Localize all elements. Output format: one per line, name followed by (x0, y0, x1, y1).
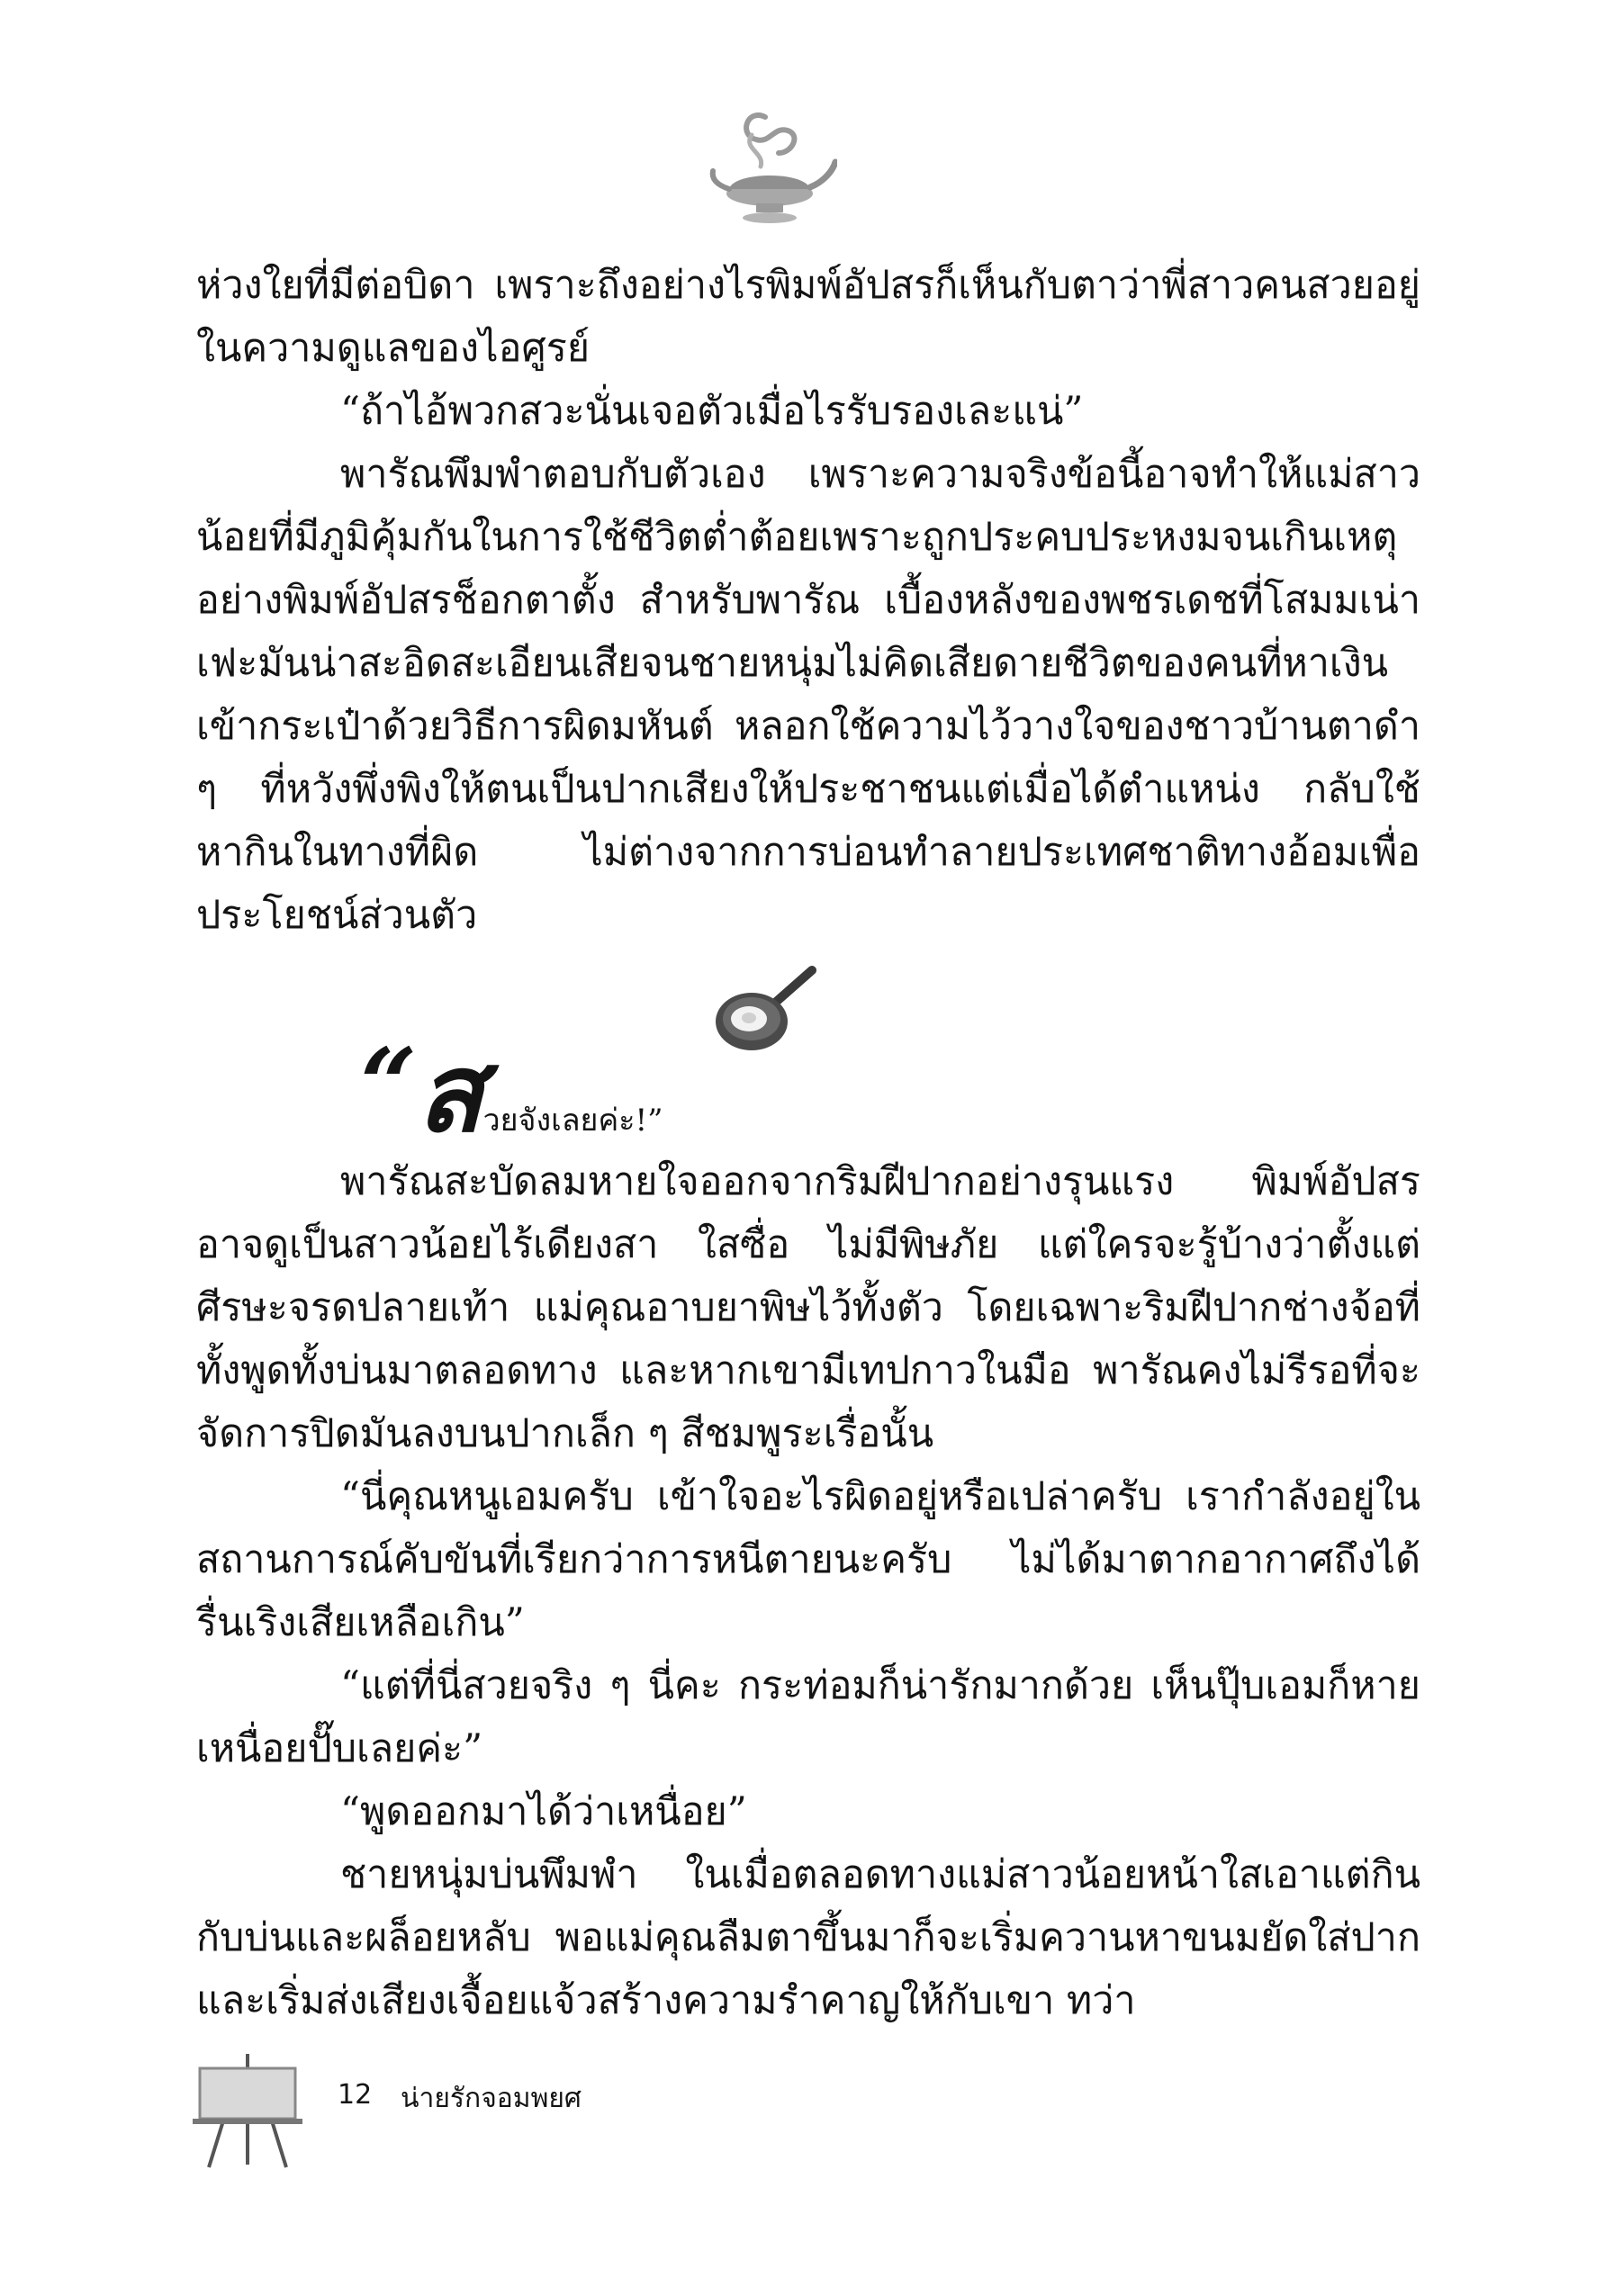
paragraph: พารัณพึมพำตอบกับตัวเอง เพราะความจริงข้อนี้อาจทำให้แม่สาวน้อยที่มีภูมิคุ้มกันในการใช้ชีวิตต่ำต้อยเพราะถูกประคบประหงมจนเกินเหตุอย่างพิมพ์อัปสรช็อกตาตั้ง สำหรับพารัณ เบื้องหลังของพชรเดชที่โสมมเน่าเฟะมันน่าสะอิดสะเอียนเสียจนชายหนุ่มไม่คิดเสียดายชีวิตของคนที่หาเงินเข้ากระเป๋าด้วยวิธีการผิดมหันต์ หลอกใช้ความไว้วางใจของชาวบ้านตาดำ ๆ ที่หวังพึ่งพิงให้ตนเป็นปากเสียงให้ประชาชนแต่เมื่อได้ตำแหน่ง กลับใช้หากินในทางที่ผิด ไม่ต่างจากการบ่อนทำลายประเทศชาติทางอ้อมเพื่อประโยชน์ส่วนตัว (196, 452, 1420, 938)
dropcap-heading (360, 1026, 663, 1157)
text-block-2 (196, 1150, 1420, 2032)
paragraph: ชายหนุ่มบ่นพึมพำ ในเมื่อตลอดทางแม่สาวน้อยหน้าใสเอาแต่กินกับบ่นและผล็อยหลับ พอแม่คุณลืมตาขึ้นมาก็จะเริ่มควานหาขนมยัดใส่ปาก และเริ่มส่งเสียงเจื้อยแจ้วสร้างความรำคาญให้กับเขา ทว่า (196, 1852, 1420, 2023)
page-number: 12 (338, 2079, 373, 2111)
frying-pan-egg-icon (711, 963, 819, 1062)
dialogue-paragraph: “ถ้าไอ้พวกสวะนั่นเจอตัวเมื่อไรรับรองเละแน่” (340, 389, 1084, 434)
genie-lamp-icon (702, 99, 837, 234)
dropcap-rest: วยจังเลยค่ะ!” (482, 1103, 663, 1139)
dialogue-paragraph: “นี่คุณหนูเอมครับ เข้าใจอะไรผิดอยู่หรือเปล่าครับ เรากำลังอยู่ในสถานการณ์คับขันที่เรียกว่าการหนีตายนะครับ ไม่ได้มาตากอากาศถึงได้รื่นเริงเสียเหลือเกิน” (196, 1474, 1420, 1645)
page-footer (189, 2052, 729, 2169)
dialogue-paragraph: “แต่ที่นี่สวยจริง ๆ นี่คะ กระท่อมก็น่ารักมากด้วย เห็นปุ๊บเอมก็หายเหนื่อยปั๊บเลยค่ะ” (196, 1663, 1420, 1771)
book-title: น่ายรักจอมพยศ (401, 2083, 582, 2114)
dialogue-paragraph: “พูดออกมาได้ว่าเหนื่อย” (340, 1789, 747, 1834)
dropcap-quote: “ (360, 1026, 418, 1142)
paragraph: ห่วงใยที่มีต่อบิดา เพราะถึงอย่างไรพิมพ์อัปสรก็เห็นกับตาว่าพี่สาวคนสวยอยู่ในความดูแลของไอศูรย์ (196, 263, 1420, 371)
text-block-1 (196, 254, 1420, 947)
dropcap-letter: ส (417, 1030, 483, 1157)
paragraph: พารัณสะบัดลมหายใจออกจากริมฝีปากอย่างรุนแรง พิมพ์อัปสรอาจดูเป็นสาวน้อยไร้เดียงสา ใสซื่อ ไม่มีพิษภัย แต่ใครจะรู้บ้างว่าตั้งแต่ศีรษะจรดปลายเท้า แม่คุณอาบยาพิษไว้ทั้งตัว โดยเฉพาะริมฝีปากช่างจ้อที่ทั้งพูดทั้งบ่นมาตลอดทาง และหากเขามีเทปกาวในมือ พารัณคงไม่รีรอที่จะจัดการปิดมันลงบนปากเล็ก ๆ สีชมพูระเรื่อนั้น (196, 1159, 1420, 1456)
easel-icon (189, 2052, 306, 2169)
